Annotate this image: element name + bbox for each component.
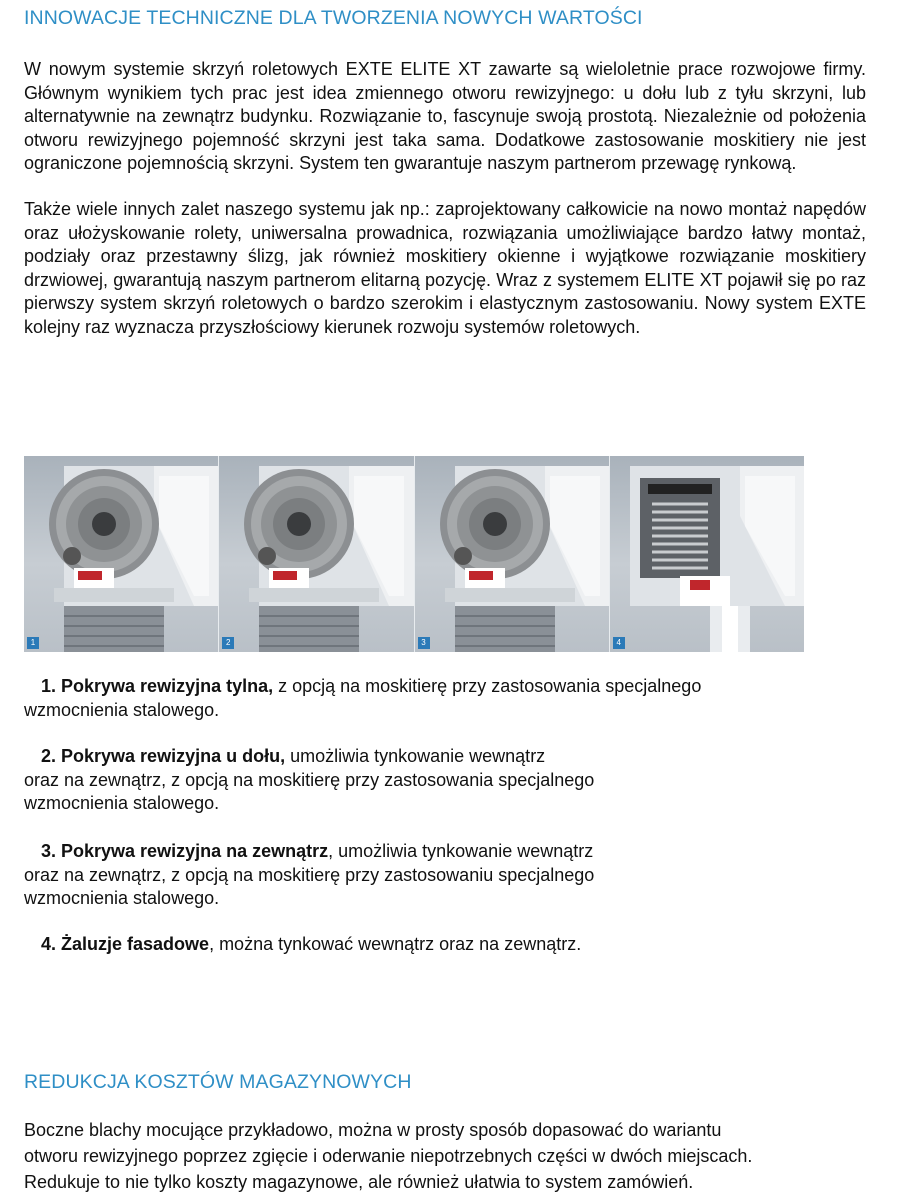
list-item-3-line3: wzmocnienia stalowego.	[24, 888, 220, 908]
section-heading-innovations: INNOWACJE TECHNICZNE DLA TWORZENIA NOWYCH WARTOŚCI	[24, 7, 643, 29]
section-heading-cost-reduction: REDUKCJA KOSZTÓW MAGAZYNOWYCH	[24, 1071, 412, 1093]
cost-reduction-line-3: Redukuje to nie tylko koszty magazynowe, ale również ułatwia to system zamówień.	[24, 1172, 694, 1192]
cost-reduction-paragraph	[24, 1117, 752, 1195]
list-item-2-line3: wzmocnienia stalowego.	[24, 793, 220, 813]
list-item-4-text: , można tynkować wewnątrz oraz na zewnątrz.	[209, 934, 582, 954]
list-item-2-text: umożliwia tynkowanie wewnątrz	[285, 746, 546, 766]
intro-paragraph: W nowym systemie skrzyń roletowych EXTE ELITE XT zawarte są wieloletnie prace rozwojowe firmy. Głównym wynikiem tych prac jest idea zmiennego otworu rewizyjnego: u dołu lub z tyłu skrzyni, lub alternatywnie na zewnątrz budynku. Rozwiązanie to, fascynuje swoją prostotą. Niezależnie od położenia otworu rewizyjnego pojemność skrzyni jest taka sama. Dodatkowe zastosowanie moskitiery nie jest ograniczone pojemnością skrzyni. System ten gwarantuje naszym partnerom przewagę rynkową.	[24, 59, 866, 173]
variant-image-4	[609, 456, 804, 652]
variant-number-badge: 3	[418, 637, 430, 649]
advantages-paragraph: Także wiele innych zalet naszego systemu jak np.: zaprojektowany całkowicie na nowo montaż napędów oraz ułożyskowanie rolety, uniwersalna prowadnica, rozwiązania umożliwiające bardzo łatwy montaż, podziały oraz przestawny ślizg, jak również moskitiery okienne i wyjątkowe rozwiązanie moskitiery drzwiowej, gwarantują naszym partnerom elitarną pozycję. Wraz z systemem ELITE XT pojawił się po raz pierwszy system skrzyń roletowych o bardzo szerokim i elastycznym zastosowaniu. Nowy system EXTE kolejny raz wyznacza przyszłościowy kierunek rozwoju systemów roletowych.	[24, 199, 866, 337]
list-item-3-title: 3. Pokrywa rewizyjna na zewnątrz	[41, 841, 329, 861]
list-item-2	[24, 745, 594, 816]
cost-reduction-line-1: Boczne blachy mocujące przykładowo, można w prosty sposób dopasować do wariantu	[24, 1120, 722, 1140]
variant-image-3	[414, 456, 609, 652]
variant-image-1	[24, 456, 218, 652]
list-item-4-title: 4. Żaluzje fasadowe	[41, 934, 210, 954]
roller-box-variants-figure	[24, 456, 804, 652]
list-item-3-line2: oraz na zewnątrz, z opcją na moskitierę przy zastosowaniu specjalnego	[24, 864, 595, 885]
variant-number-badge: 4	[613, 637, 625, 649]
variant-image-2	[218, 456, 413, 652]
list-item-1-line2: wzmocnienia stalowego.	[24, 699, 220, 720]
list-item-3	[24, 840, 594, 911]
list-item-3-text: , umożliwia tynkowanie wewnątrz	[328, 841, 594, 861]
list-item-1-text: z opcją na moskitierę przy zastosowania specjalnego	[273, 676, 702, 696]
list-item-2-title: 2. Pokrywa rewizyjna u dołu,	[41, 746, 286, 766]
list-item-4	[24, 933, 581, 957]
variant-number-badge: 2	[222, 637, 234, 649]
list-item-1-title: 1. Pokrywa rewizyjna tylna,	[41, 676, 274, 696]
list-item-2-line2: oraz na zewnątrz, z opcją na moskitierę przy zastosowania specjalnego	[24, 769, 595, 790]
variant-number-badge: 1	[27, 637, 39, 649]
cost-reduction-line-2: otworu rewizyjnego poprzez zgięcie i oderwanie niepotrzebnych części w dwóch miejscach.	[24, 1146, 753, 1166]
list-item-1	[24, 675, 701, 722]
